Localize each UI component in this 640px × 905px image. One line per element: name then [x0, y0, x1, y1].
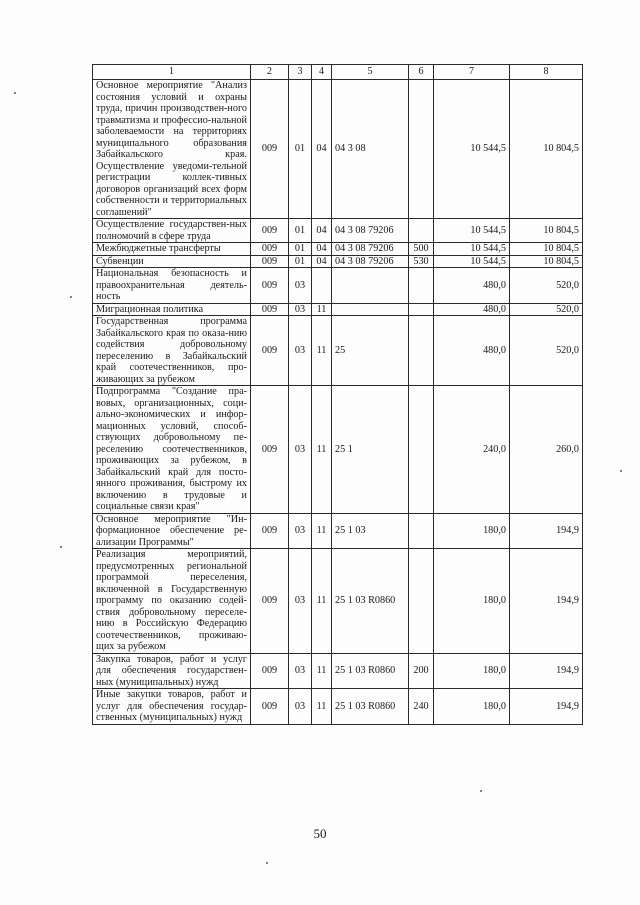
cell-target-article: 25 1 03 R0860 [332, 653, 409, 689]
row-name: Иные закупки товаров, работ и услуг для обеспечения государ-ственных (муниципальных) нужд [93, 689, 251, 725]
table-row [93, 386, 583, 514]
cell-grbs: 009 [251, 549, 289, 654]
cell-amount-year2: 10 804,5 [510, 255, 583, 268]
cell-target-article: 25 1 03 [332, 513, 409, 549]
cell-amount-year2: 194,9 [510, 689, 583, 725]
header-col-8: 8 [510, 65, 583, 80]
cell-section: 01 [289, 243, 312, 256]
cell-amount-year2: 520,0 [510, 268, 583, 304]
cell-expense-type: 240 [409, 689, 434, 725]
cell-target-article: 25 [332, 316, 409, 386]
cell-expense-type [409, 513, 434, 549]
cell-target-article: 25 1 03 R0860 [332, 689, 409, 725]
cell-amount-year1: 10 544,5 [434, 255, 510, 268]
scan-speck [266, 862, 268, 864]
cell-expense-type [409, 80, 434, 219]
table-row [93, 303, 583, 316]
cell-expense-type [409, 268, 434, 304]
cell-target-article: 25 1 [332, 386, 409, 514]
cell-subsection [312, 268, 332, 304]
table-row [93, 689, 583, 725]
table-row [93, 316, 583, 386]
cell-grbs: 009 [251, 255, 289, 268]
cell-expense-type [409, 219, 434, 243]
cell-target-article: 04 3 08 [332, 80, 409, 219]
cell-subsection: 11 [312, 689, 332, 725]
row-name: Подпрограмма "Создание пра-вовых, организационных, соци-ально-экономических и инфор-мационных условий, способ-ствующих добровольному пе-реселению соотечественников, проживающих за рубежом, в Забайкальский край для посто-янного проживания, быстрому их включению в трудовые и социальные связи края" [93, 386, 251, 514]
table-row [93, 219, 583, 243]
table-row [93, 255, 583, 268]
cell-amount-year1: 180,0 [434, 549, 510, 654]
cell-target-article [332, 303, 409, 316]
cell-section: 01 [289, 219, 312, 243]
cell-section: 01 [289, 80, 312, 219]
cell-subsection: 11 [312, 303, 332, 316]
table-row [93, 513, 583, 549]
cell-amount-year2: 10 804,5 [510, 80, 583, 219]
cell-section: 03 [289, 268, 312, 304]
cell-grbs: 009 [251, 386, 289, 514]
cell-expense-type [409, 303, 434, 316]
cell-amount-year2: 10 804,5 [510, 243, 583, 256]
cell-target-article [332, 268, 409, 304]
cell-grbs: 009 [251, 243, 289, 256]
row-name: Миграционная политика [93, 303, 251, 316]
table-row [93, 80, 583, 219]
row-name: Основное мероприятие "Анализ состояния условий и охраны труда, причин производствен-ного травматизма и профессио-нальной заболеваемости на территориях муниципального образования Забайкальского края. Осуществление уведоми-тельной регистрации коллек-тивных договоров организаций всех форм собственности и территориальных соглашений" [93, 80, 251, 219]
scan-speck [480, 790, 482, 792]
header-row [93, 65, 583, 80]
row-name: Национальная безопасность и правоохранительная деятель-ность [93, 268, 251, 304]
header-col-5: 5 [332, 65, 409, 80]
cell-subsection: 04 [312, 255, 332, 268]
row-name: Основное мероприятие "Ин-формационное обеспечение ре-ализации Программы" [93, 513, 251, 549]
cell-subsection: 04 [312, 243, 332, 256]
cell-grbs: 009 [251, 316, 289, 386]
cell-amount-year2: 194,9 [510, 549, 583, 654]
scan-speck [620, 470, 622, 472]
cell-section: 03 [289, 303, 312, 316]
cell-amount-year1: 480,0 [434, 303, 510, 316]
cell-target-article: 04 3 08 79206 [332, 219, 409, 243]
page-number: 50 [313, 826, 327, 841]
header-col-1: 1 [93, 65, 251, 80]
cell-amount-year1: 10 544,5 [434, 219, 510, 243]
row-name: Закупка товаров, работ и услуг для обеспечения государствен-ных (муниципальных) нужд [93, 653, 251, 689]
header-col-6: 6 [409, 65, 434, 80]
budget-table [92, 64, 583, 725]
cell-amount-year2: 520,0 [510, 316, 583, 386]
scan-speck [60, 546, 62, 548]
table-row [93, 653, 583, 689]
cell-expense-type [409, 316, 434, 386]
cell-section: 03 [289, 653, 312, 689]
cell-subsection: 11 [312, 513, 332, 549]
cell-amount-year2: 520,0 [510, 303, 583, 316]
cell-subsection: 11 [312, 653, 332, 689]
cell-subsection: 04 [312, 219, 332, 243]
cell-target-article: 04 3 08 79206 [332, 255, 409, 268]
cell-target-article: 04 3 08 79206 [332, 243, 409, 256]
table-row [93, 549, 583, 654]
cell-amount-year1: 480,0 [434, 316, 510, 386]
scan-speck [70, 296, 72, 298]
header-col-2: 2 [251, 65, 289, 80]
cell-grbs: 009 [251, 268, 289, 304]
cell-section: 03 [289, 549, 312, 654]
cell-subsection: 11 [312, 386, 332, 514]
scan-speck [14, 92, 16, 94]
cell-section: 03 [289, 386, 312, 514]
cell-expense-type: 500 [409, 243, 434, 256]
row-name: Субвенции [93, 255, 251, 268]
header-col-4: 4 [312, 65, 332, 80]
cell-amount-year2: 194,9 [510, 513, 583, 549]
cell-amount-year1: 180,0 [434, 513, 510, 549]
cell-amount-year2: 260,0 [510, 386, 583, 514]
cell-section: 03 [289, 316, 312, 386]
header-col-3: 3 [289, 65, 312, 80]
table-row [93, 243, 583, 256]
cell-subsection: 11 [312, 316, 332, 386]
cell-section: 03 [289, 689, 312, 725]
cell-subsection: 11 [312, 549, 332, 654]
cell-target-article: 25 1 03 R0860 [332, 549, 409, 654]
cell-amount-year2: 10 804,5 [510, 219, 583, 243]
cell-amount-year1: 10 544,5 [434, 80, 510, 219]
cell-grbs: 009 [251, 513, 289, 549]
header-col-7: 7 [434, 65, 510, 80]
row-name: Межбюджетные трансферты [93, 243, 251, 256]
cell-amount-year1: 480,0 [434, 268, 510, 304]
row-name: Реализация мероприятий, предусмотренных региональной программой переселения, включенной в Государственную программу по оказанию содей-ствия добровольному переселе-нию в Российскую Федерацию соотечественников, проживаю-щих за рубежом [93, 549, 251, 654]
cell-expense-type: 530 [409, 255, 434, 268]
cell-grbs: 009 [251, 653, 289, 689]
table-row [93, 268, 583, 304]
cell-amount-year1: 240,0 [434, 386, 510, 514]
cell-amount-year1: 10 544,5 [434, 243, 510, 256]
cell-amount-year1: 180,0 [434, 653, 510, 689]
cell-expense-type [409, 386, 434, 514]
cell-grbs: 009 [251, 80, 289, 219]
cell-amount-year1: 180,0 [434, 689, 510, 725]
cell-section: 03 [289, 513, 312, 549]
cell-subsection: 04 [312, 80, 332, 219]
cell-expense-type [409, 549, 434, 654]
row-name: Осуществление государствен-ных полномочий в сфере труда [93, 219, 251, 243]
cell-grbs: 009 [251, 689, 289, 725]
cell-section: 01 [289, 255, 312, 268]
cell-expense-type: 200 [409, 653, 434, 689]
cell-amount-year2: 194,9 [510, 653, 583, 689]
cell-grbs: 009 [251, 219, 289, 243]
cell-grbs: 009 [251, 303, 289, 316]
row-name: Государственная программа Забайкальского края по оказа-нию содействия добровольному переселению в Забайкальский край соотечественников, про-живающих за рубежом [93, 316, 251, 386]
